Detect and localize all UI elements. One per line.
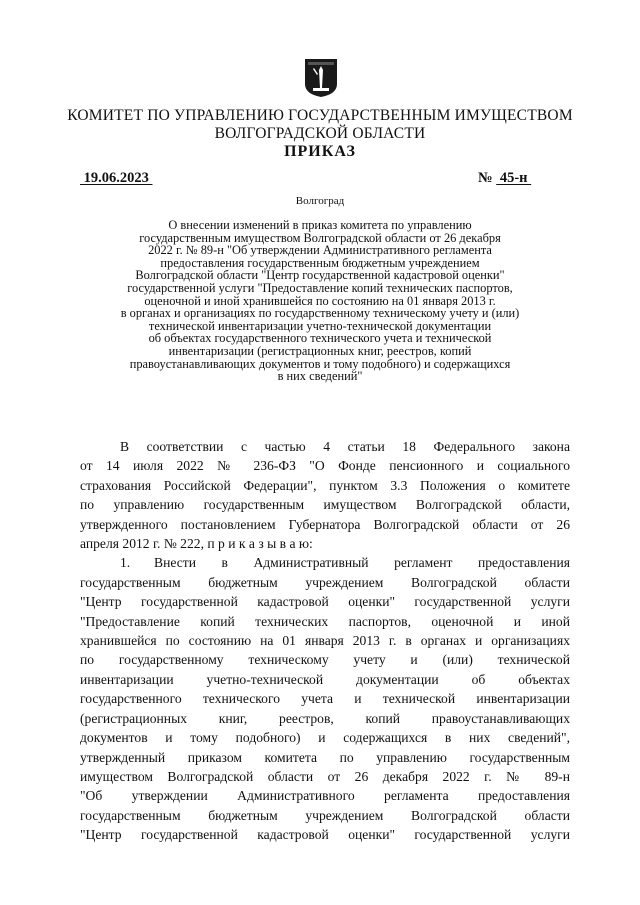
body-line: (регистрационных книг, реестров, копий правоустанавливающих (80, 710, 570, 726)
document-date: 19.06.2023 (80, 170, 153, 186)
item-1-text: Внести в Административный регламент предоставления (154, 555, 570, 571)
body-line: утвержденного постановлением Губернатора Волгоградской области от 26 (80, 516, 570, 532)
subject-line: технической инвентаризации учетно-технической документации (148, 318, 492, 333)
organization-name-line1: КОМИТЕТ ПО УПРАВЛЕНИЮ ГОСУДАРСТВЕННЫМ ИМУЩЕСТВОМ (67, 107, 573, 124)
body-line: "Предоставление копий технических паспортов, оценочной и иной (80, 613, 570, 629)
body-line: утвержденный приказом комитета по управлению государственным (80, 749, 570, 765)
body-line: по государственному техническому учету и (или) технической (80, 652, 570, 668)
organization-name-line2: ВОЛГОГРАДСКОЙ ОБЛАСТИ (214, 125, 426, 142)
body-line: В соответствии с частью 4 статьи 18 Федерального закона (120, 439, 570, 454)
document-body (80, 437, 570, 845)
body-line: "Об утверждении Административного регламента предоставления (80, 788, 570, 804)
body-line: инвентаризации учетно-технической документации об объектах (80, 671, 570, 687)
number-label: № (478, 170, 497, 186)
body-line: хранившейся по состоянию на 01 января 2013 г. в органах и организациях (80, 633, 570, 649)
subject-line: об объектах государственного технического учета и технической (148, 331, 492, 346)
subject-line: государственной услуги "Предоставление копий технических паспортов, (127, 280, 513, 295)
body-line: государственным бюджетным учреждением Волгоградской области (80, 807, 570, 823)
body-line: "Центр государственной кадастровой оценки" государственной услуги (80, 594, 570, 610)
city-name: Волгоград (295, 195, 345, 207)
subject-line: правоустанавливающих документов и тому подобного) и содержащихся (129, 356, 511, 371)
body-line: государственного технического учета и технической инвентаризации (80, 691, 570, 707)
subject-line: 2022 г. № 89-н "Об утверждении Административного регламента (148, 243, 492, 258)
coat-of-arms-icon (304, 58, 338, 98)
subject-line: О внесении изменений в приказ комитета по управлению (168, 218, 472, 232)
body-line: апреля 2012 г. № 222, п р и к а з ы в а ю: (80, 536, 313, 552)
body-line: страхования Российской Федерации", пунктом 3.3 Положения о комитете (80, 477, 570, 493)
document-subject (80, 219, 560, 383)
body-line: документов и тому подобного) и содержащихся в них сведений", (80, 730, 570, 746)
item-number: 1. (120, 555, 131, 571)
item-1-line (80, 553, 570, 572)
document-number (478, 170, 531, 187)
body-line: по управлению государственным имуществом Волгоградской области, (80, 497, 570, 513)
body-line: имуществом Волгоградской области от 26 декабря 2022 г. № 89-н (80, 768, 570, 784)
body-line: государственным бюджетным учреждением Волгоградской области (80, 574, 570, 590)
subject-line: оценочной и иной хранившейся по состоянию на 01 января 2013 г. (144, 293, 496, 308)
document-type: ПРИКАЗ (284, 143, 356, 160)
body-line: "Центр государственной кадастровой оценки" государственной услуги (80, 827, 570, 843)
subject-line: предоставления государственным бюджетным учреждением (160, 255, 480, 270)
subject-line: Волгоградской области "Центр государственной кадастровой оценки" (135, 268, 505, 283)
number-value: 45-н (496, 170, 532, 186)
subject-line: в органах и организациях по государственному техническому учету и (или) (120, 306, 520, 321)
body-line: от 14 июля 2022 № 236-ФЗ "О Фонде пенсионного и социального (80, 458, 570, 474)
subject-line: инвентаризации (регистрационных книг, реестров, копий (168, 343, 472, 358)
subject-line: в них сведений" (277, 369, 363, 384)
subject-line: государственным имуществом Волгоградской области от 26 декабря (139, 230, 501, 245)
